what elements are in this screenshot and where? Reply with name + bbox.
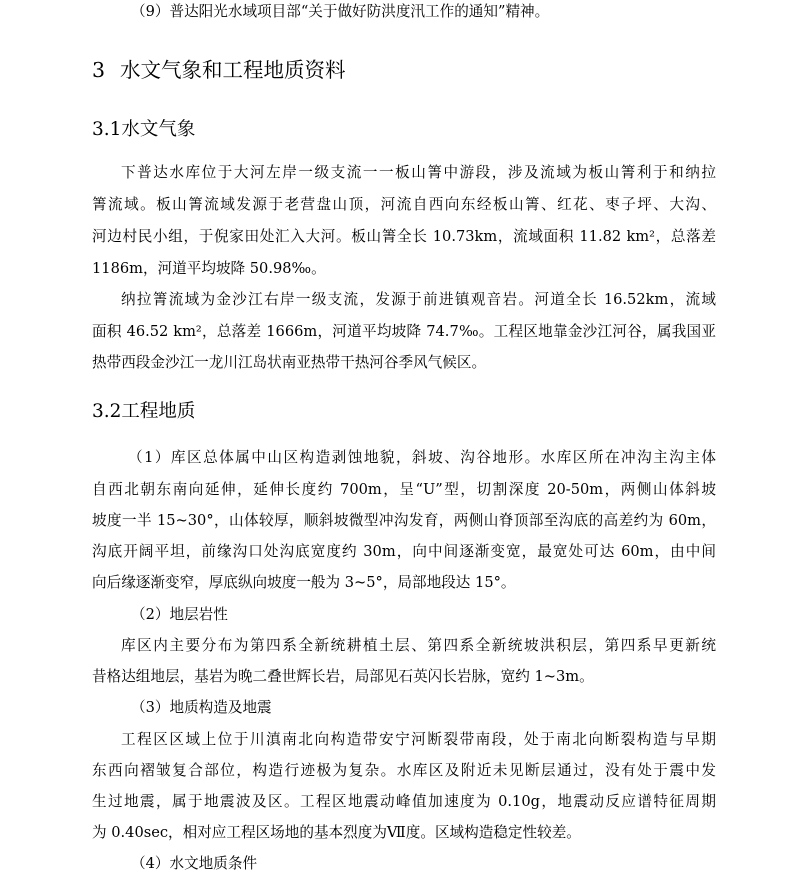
paragraph-line: 东西向褶皱复合部位，构造行迹极为复杂。水库区及附近未见断层通过，没有处于震中发 [92,762,716,779]
list-item-9: （9）普达阳光水域项目部“关于做好防洪度汛工作的通知”精神。 [131,3,550,20]
subheading-4: （4）水文地质条件 [131,855,258,872]
paragraph-line: 为 0.40sec，相对应工程区场地的基本烈度为Ⅶ度。区域构造稳定性较差。 [92,824,581,841]
paragraph-line: 箐流域。板山箐流域发源于老营盘山顶，河流自西向东经板山箐、红花、枣子坪、大沟、 [92,196,716,213]
paragraph-line: 自西北朝东南向延伸，延伸长度约 700m，呈“U”型，切割深度 20-50m，两侧山体斜坡 [92,481,716,498]
section-number: 3 [92,58,106,82]
paragraph-line: 热带西段金沙江一龙川江岛状南亚热带干热河谷季风气候区。 [92,354,487,371]
paragraph-line: 坡度一半 15~30°，山体较厚，顺斜坡微型冲沟发育，两侧山脊顶部至沟底的高差约为 60m， [92,512,716,529]
section-title: 水文气象和工程地质资料 [120,58,346,82]
paragraph-line: 1186m，河道平均坡降 50.98‰。 [92,260,326,277]
subheading-3: （3）地质构造及地震 [131,699,272,716]
paragraph-line: 下普达水库位于大河左岸一级支流一一板山箐中游段，涉及流域为板山箐利于和纳拉 [121,164,716,181]
paragraph-line: （1）库区总体属中山区构造剥蚀地貌，斜坡、沟谷地形。水库区所在冲沟主沟主体 [128,449,716,466]
paragraph-line: 昔格达组地层，基岩为晚二叠世辉长岩，局部见石英闪长岩脉，宽约 1~3m。 [92,668,594,685]
paragraph-line: 河边村民小组，于倪家田处汇入大河。板山箐全长 10.73km，流域面积 11.82 km²，总落差 [92,228,716,245]
paragraph-line: 工程区区域上位于川滇南北向构造带安宁河断裂带南段，处于南北向断裂构造与早期 [121,731,716,748]
section-heading [92,56,346,84]
subheading-2: （2）地层岩性 [131,606,228,623]
paragraph-line: 向后缘逐渐变窄，厚底纵向坡度一般为 3~5°，局部地段达 15°。 [92,574,516,591]
subsection-heading-3-1: 3.1水文气象 [92,119,196,140]
subsection-heading-3-2: 3.2工程地质 [92,401,196,422]
paragraph-line: 面积 46.52 km²，总落差 1666m，河道平均坡降 74.7‰。工程区地靠金沙江河谷，属我国亚 [92,323,716,340]
paragraph-line: 生过地震，属于地震波及区。工程区地震动峰值加速度为 0.10g，地震动反应谱特征周期 [92,793,716,810]
paragraph-line: 纳拉箐流域为金沙江右岸一级支流，发源于前进镇观音岩。河道全长 16.52km，流域 [121,291,716,308]
paragraph-line: 沟底开阔平坦，前缘沟口处沟底宽度约 30m，向中间逐渐变宽，最宽处可达 60m，由中间 [92,543,716,560]
paragraph-line: 库区内主要分布为第四系全新统耕植土层、第四系全新统坡洪积层，第四系早更新统 [121,637,716,654]
